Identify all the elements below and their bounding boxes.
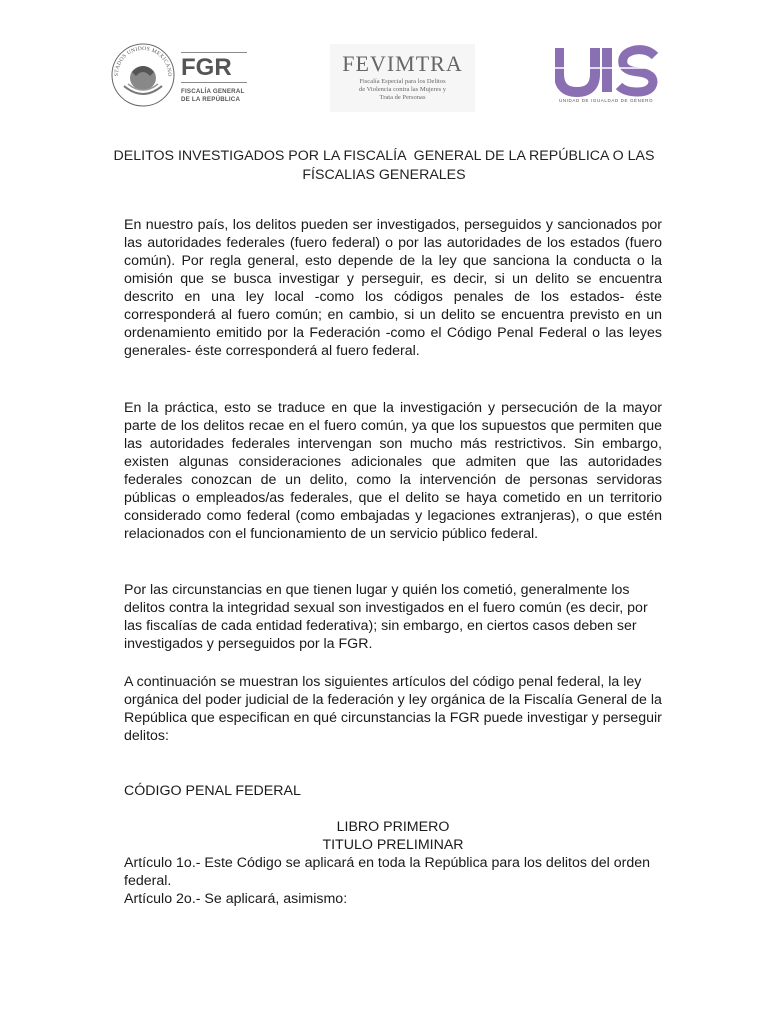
fevimtra-line2: de Violencia contra las Mujeres y (358, 86, 447, 93)
fgr-logo-line2: DE LA REPÚBLICA (181, 95, 241, 103)
letterhead (0, 40, 768, 115)
mexico-coat-of-arms-seal (110, 42, 176, 108)
document-title-line1: DELITOS INVESTIGADOS POR LA FISCALÍA GENERAL DE LA REPÚBLICA O LAS (113, 148, 655, 164)
fevimtra-line3: Trata de Personas (379, 94, 426, 101)
paragraph-2: En la práctica, esto se traduce en que la investigación y persecución de la mayor parte de los delitos recae en el fuero común, ya que los supuestos que permiten que las autoridades federales intervengan son mucho más restrictivos. Sin embargo, existen algunas consideraciones adicionales que admiten que las autoridades federales conozcan de un delito, como la intervención de personas servidoras públicas o empleados/as federales, que el delito se haya cometido en un territorio considerado como federal (como embajadas y legaciones extranjeras), o que estén relacionados con el funcionamiento de un servicio público federal. (124, 400, 662, 542)
document-title (100, 147, 668, 185)
uis-tagline: UNIDAD DE IGUALDAD DE GÉNERO (559, 98, 654, 103)
fevimtra-logo (330, 44, 475, 112)
title-heading: TITULO PRELIMINAR (322, 837, 464, 853)
fgr-logo-title: FGR (181, 54, 232, 81)
paragraph-1: En nuestro país, los delitos pueden ser investigados, perseguidos y sancionados por las autoridades federales (fuero federal) o por las autoridades de los estados (fuero común). Por regla general, esto depende de la ley que sanciona la conducta o la omisión que se busca investigar y perseguir, es decir, si un delito se encuentra descrito en una ley local -como los códigos penales de los estados- éste corresponderá al fuero común; en cambio, si un delito se encuentra previsto en un ordenamiento emitido por la Federación -como el Código Penal Federal o las leyes generales- éste corresponderá al fuero federal. (124, 217, 662, 359)
fgr-logo-line1: FISCALÍA GENERAL (181, 88, 245, 95)
article-1: Artículo 1o.- Este Código se aplicará en toda la República para los delitos del orden federal. (124, 855, 651, 889)
document-title-line2: FÍSCALIAS GENERALES (302, 167, 466, 183)
fgr-logo (181, 52, 251, 103)
paragraph-4: A continuación se muestran los siguientes artículos del código penal federal, la ley orgánica del poder judicial de la federación y ley orgánica de la Fiscalía General de la República que especifican en qué circunstancias la FGR puede investigar y perseguir delitos: (124, 674, 662, 744)
uis-logo (555, 40, 663, 106)
fgr-rule-top (181, 52, 247, 53)
fgr-rule-bottom (181, 82, 247, 83)
section-heading: CÓDIGO PENAL FEDERAL (124, 783, 301, 799)
seal-legend: STADOS UNIDOS MEXICANO (113, 45, 173, 77)
uis-logo-mark (555, 40, 663, 98)
fevimtra-title: FEVIMTRA (342, 51, 463, 76)
book-heading: LIBRO PRIMERO (336, 819, 450, 835)
paragraph-3: Por las circunstancias en que tienen lugar y quién los cometió, generalmente los delitos contra la integridad sexual son investigados en el fuero común (es decir, por las fiscalías de cada entidad federativa); sin embargo, en ciertos casos deben ser investigados y perseguidos por la FGR. (124, 582, 648, 652)
fevimtra-line1: Fiscalía Especial para los Delitos (359, 78, 446, 85)
article-2: Artículo 2o.- Se aplicará, asimismo: (124, 891, 348, 907)
